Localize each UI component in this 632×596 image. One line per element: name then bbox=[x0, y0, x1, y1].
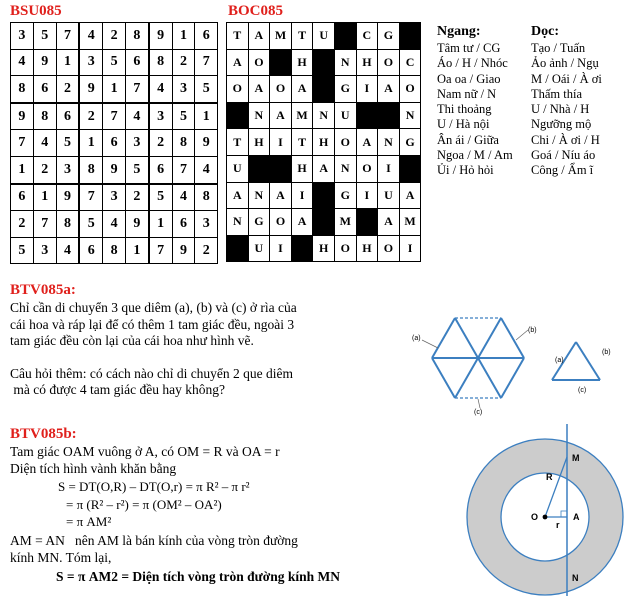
crossword-cell: O bbox=[356, 155, 378, 182]
crossword-title: BOC085 bbox=[228, 3, 284, 19]
sudoku-cell: 7 bbox=[79, 184, 102, 211]
btv-a-line: tam giác đều còn lại của cái hoa như hình vẽ. bbox=[10, 333, 254, 348]
crossword-cell: N bbox=[227, 209, 249, 236]
crossword-cell: N bbox=[399, 102, 421, 129]
across-clue: Ủi / Hỏ hỏi bbox=[437, 163, 494, 178]
crossword-black-cell bbox=[378, 102, 400, 129]
label-M: M bbox=[572, 453, 580, 463]
final-result: S = π AM2 = Diện tích vòng tròn đường kính MN bbox=[56, 569, 341, 584]
crossword-cell: I bbox=[291, 182, 313, 209]
crossword-black-cell bbox=[356, 102, 378, 129]
crossword-black-cell bbox=[313, 182, 335, 209]
conclusion-line: kính MN. Tóm lại, bbox=[10, 549, 112, 565]
crossword-black-cell bbox=[313, 209, 335, 236]
crossword-cell: N bbox=[248, 182, 270, 209]
sudoku-cell: 7 bbox=[125, 76, 148, 103]
crossword-cell: A bbox=[248, 23, 270, 50]
sudoku-cell: 2 bbox=[149, 130, 172, 157]
sudoku-cell: 2 bbox=[125, 184, 148, 211]
sudoku-cell: 6 bbox=[103, 130, 126, 157]
sudoku-cell: 4 bbox=[103, 211, 126, 238]
sudoku-cell: 7 bbox=[172, 156, 195, 183]
crossword-cell: U bbox=[334, 102, 356, 129]
label-c-small: (c) bbox=[578, 387, 587, 394]
across-clue: Tâm tư / CG bbox=[437, 41, 501, 55]
crossword-black-cell bbox=[313, 76, 335, 103]
sudoku-cell: 7 bbox=[11, 130, 34, 157]
sudoku-cell: 2 bbox=[11, 211, 34, 238]
across-clue: Nam nữ / N bbox=[437, 86, 497, 101]
crossword-cell: M bbox=[270, 23, 292, 50]
sudoku-cell: 1 bbox=[125, 237, 148, 264]
crossword-black-cell bbox=[248, 155, 270, 182]
down-title: Dọc: bbox=[531, 24, 559, 39]
crossword-cell: M bbox=[399, 209, 421, 236]
crossword-cell: G bbox=[334, 76, 356, 103]
crossword-cell: T bbox=[227, 23, 249, 50]
crossword-black-cell bbox=[270, 155, 292, 182]
down-clue: Ảo ảnh / Ngụ bbox=[531, 56, 599, 71]
crossword-cell: O bbox=[248, 49, 270, 76]
crossword-cell: A bbox=[227, 182, 249, 209]
sudoku-cell: 2 bbox=[56, 76, 79, 103]
crossword-cell: H bbox=[356, 49, 378, 76]
crossword-cell: A bbox=[378, 76, 400, 103]
crossword-cell: H bbox=[248, 129, 270, 156]
sudoku-cell: 1 bbox=[11, 156, 34, 183]
crossword-cell: C bbox=[399, 49, 421, 76]
btv-b-title: BTV085b: bbox=[10, 426, 77, 442]
crossword-cell: N bbox=[334, 155, 356, 182]
matchstick-diagram bbox=[400, 300, 632, 430]
down-clue-list bbox=[531, 41, 629, 179]
sudoku-cell: 8 bbox=[56, 211, 79, 238]
sudoku-cell: 4 bbox=[79, 23, 102, 50]
sudoku-cell: 2 bbox=[103, 23, 126, 50]
across-clue: U / Hà nội bbox=[437, 117, 490, 132]
sudoku-cell: 2 bbox=[172, 49, 195, 76]
across-clue: Ngoa / M / Am bbox=[437, 148, 513, 163]
sudoku-cell: 7 bbox=[149, 237, 172, 264]
crossword-cell: N bbox=[313, 102, 335, 129]
sudoku-cell: 8 bbox=[33, 103, 56, 130]
crossword-black-cell bbox=[227, 235, 249, 262]
crossword-black-cell bbox=[313, 49, 335, 76]
sudoku-cell: 9 bbox=[79, 76, 102, 103]
sudoku-cell: 5 bbox=[172, 103, 195, 130]
crossword-cell: O bbox=[378, 235, 400, 262]
btv-a-line: Chỉ cần di chuyển 3 que diêm (a), (b) và (c) ở rìa của bbox=[10, 300, 297, 315]
crossword-cell: H bbox=[291, 155, 313, 182]
down-clue: U / Nhà / H bbox=[531, 102, 590, 117]
label-b-small: (b) bbox=[602, 349, 611, 356]
down-clue: Chi / À ơi / H bbox=[531, 132, 600, 147]
sudoku-cell: 9 bbox=[11, 103, 34, 130]
sudoku-cell: 1 bbox=[79, 130, 102, 157]
across-clue: Oa oa / Giao bbox=[437, 71, 501, 86]
sudoku-cell: 9 bbox=[56, 184, 79, 211]
across-clue: Áo / H / Nhóc bbox=[437, 56, 508, 71]
crossword-cell: A bbox=[270, 102, 292, 129]
sudoku-cell: 4 bbox=[11, 49, 34, 76]
sudoku-cell: 8 bbox=[125, 23, 148, 50]
sudoku-cell: 6 bbox=[195, 23, 218, 50]
conclusion-line: AM = AN nên AM là bán kính của vòng tròn đường bbox=[10, 533, 298, 548]
crossword-cell: A bbox=[227, 49, 249, 76]
crossword-cell: A bbox=[356, 129, 378, 156]
crossword-black-cell bbox=[399, 23, 421, 50]
crossword-cell: A bbox=[313, 155, 335, 182]
sudoku-cell: 7 bbox=[56, 23, 79, 50]
crossword-cell: N bbox=[248, 102, 270, 129]
sudoku-cell: 9 bbox=[33, 49, 56, 76]
across-clue: Ân ái / Giữa bbox=[437, 132, 499, 147]
down-clue: Tạo / Tuấn bbox=[531, 41, 586, 55]
crossword-cell: O bbox=[334, 129, 356, 156]
sudoku-cell: 6 bbox=[172, 211, 195, 238]
btv-a-text bbox=[10, 300, 410, 399]
sudoku-cell: 1 bbox=[33, 184, 56, 211]
crossword-cell: H bbox=[291, 49, 313, 76]
crossword-cell: I bbox=[378, 155, 400, 182]
sudoku-grid bbox=[10, 22, 218, 264]
btv-b-line: Tam giác OAM vuông ở A, có OM = R và OA = r bbox=[10, 444, 280, 459]
sudoku-cell: 9 bbox=[125, 211, 148, 238]
crossword-cell: G bbox=[334, 182, 356, 209]
btv-b-conclusion bbox=[10, 533, 420, 566]
sudoku-cell: 1 bbox=[172, 23, 195, 50]
crossword-cell: A bbox=[291, 209, 313, 236]
crossword-cell: A bbox=[270, 182, 292, 209]
label-A: A bbox=[573, 512, 580, 522]
sudoku-cell: 3 bbox=[125, 130, 148, 157]
crossword-cell: I bbox=[270, 129, 292, 156]
sudoku-cell: 6 bbox=[149, 156, 172, 183]
label-R: R bbox=[546, 472, 553, 482]
sudoku-cell: 4 bbox=[125, 103, 148, 130]
crossword-cell: O bbox=[378, 49, 400, 76]
crossword-cell: A bbox=[399, 182, 421, 209]
formula-line: = π AM² bbox=[66, 514, 112, 529]
btv-a-line: cái hoa và ráp lại để có thêm 1 tam giác đều, ngoài 3 bbox=[10, 316, 295, 332]
crossword-cell: O bbox=[270, 76, 292, 103]
crossword-cell: G bbox=[399, 129, 421, 156]
across-title: Ngang: bbox=[437, 24, 481, 39]
sudoku-cell: 2 bbox=[195, 237, 218, 264]
crossword-cell: A bbox=[248, 76, 270, 103]
sudoku-cell: 6 bbox=[79, 237, 102, 264]
sudoku-cell: 9 bbox=[103, 156, 126, 183]
sudoku-cell: 8 bbox=[172, 130, 195, 157]
crossword-cell: M bbox=[291, 102, 313, 129]
sudoku-cell: 2 bbox=[79, 103, 102, 130]
crossword-black-cell bbox=[399, 155, 421, 182]
sudoku-cell: 5 bbox=[56, 130, 79, 157]
sudoku-cell: 2 bbox=[33, 156, 56, 183]
sudoku-cell: 4 bbox=[56, 237, 79, 264]
sudoku-cell: 8 bbox=[103, 237, 126, 264]
label-a-small: (a) bbox=[555, 357, 564, 364]
crossword-cell: H bbox=[356, 235, 378, 262]
crossword-cell: M bbox=[334, 209, 356, 236]
sudoku-cell: 5 bbox=[11, 237, 34, 264]
crossword-black-cell bbox=[291, 235, 313, 262]
down-clue: Ngưỡng mộ bbox=[531, 117, 592, 132]
crossword-cell: G bbox=[378, 23, 400, 50]
crossword-black-cell bbox=[334, 23, 356, 50]
sudoku-cell: 4 bbox=[195, 156, 218, 183]
label-c: (c) bbox=[474, 409, 483, 416]
crossword-cell: U bbox=[313, 23, 335, 50]
label-N: N bbox=[572, 573, 579, 583]
label-r: r bbox=[556, 520, 560, 530]
down-clue: Công / Ẩm ĩ bbox=[531, 163, 594, 178]
crossword-cell: I bbox=[399, 235, 421, 262]
sudoku-cell: 4 bbox=[172, 184, 195, 211]
down-clue: M / Oái / À ơi bbox=[531, 71, 602, 86]
sudoku-cell: 3 bbox=[103, 184, 126, 211]
sudoku-cell: 3 bbox=[56, 156, 79, 183]
sudoku-cell: 9 bbox=[172, 237, 195, 264]
sudoku-cell: 8 bbox=[195, 184, 218, 211]
sudoku-cell: 5 bbox=[79, 211, 102, 238]
crossword-black-cell bbox=[270, 49, 292, 76]
crossword-cell: U bbox=[227, 155, 249, 182]
sudoku-cell: 4 bbox=[33, 130, 56, 157]
sudoku-cell: 3 bbox=[79, 49, 102, 76]
sudoku-cell: 3 bbox=[172, 76, 195, 103]
crossword-cell: T bbox=[227, 129, 249, 156]
sudoku-cell: 1 bbox=[103, 76, 126, 103]
crossword-black-cell bbox=[356, 209, 378, 236]
crossword-cell: H bbox=[313, 235, 335, 262]
crossword-cell: A bbox=[378, 209, 400, 236]
crossword-cell: I bbox=[356, 182, 378, 209]
crossword-cell: I bbox=[356, 76, 378, 103]
sudoku-cell: 3 bbox=[33, 237, 56, 264]
sudoku-cell: 5 bbox=[33, 23, 56, 50]
label-O: O bbox=[531, 512, 539, 522]
sudoku-cell: 3 bbox=[195, 211, 218, 238]
annulus-diagram bbox=[452, 424, 632, 596]
sudoku-cell: 6 bbox=[11, 184, 34, 211]
formula-line: S = DT(O,R) – DT(O,r) = π R² – π r² bbox=[58, 479, 250, 494]
crossword-black-cell bbox=[227, 102, 249, 129]
sudoku-cell: 9 bbox=[149, 23, 172, 50]
sudoku-cell: 1 bbox=[149, 211, 172, 238]
sudoku-cell: 7 bbox=[33, 211, 56, 238]
label-a: (a) bbox=[412, 335, 421, 342]
crossword-grid bbox=[226, 22, 421, 262]
sudoku-cell: 5 bbox=[195, 76, 218, 103]
crossword-cell: T bbox=[291, 129, 313, 156]
crossword-cell: O bbox=[334, 235, 356, 262]
sudoku-cell: 6 bbox=[33, 76, 56, 103]
sudoku-cell: 9 bbox=[195, 130, 218, 157]
sudoku-title: BSU085 bbox=[10, 3, 62, 19]
crossword-cell: N bbox=[334, 49, 356, 76]
sudoku-cell: 4 bbox=[149, 76, 172, 103]
sudoku-cell: 6 bbox=[56, 103, 79, 130]
down-clue: Thấm thía bbox=[531, 86, 583, 101]
sudoku-cell: 3 bbox=[11, 23, 34, 50]
crossword-cell: H bbox=[313, 129, 335, 156]
sudoku-cell: 3 bbox=[149, 103, 172, 130]
sudoku-cell: 1 bbox=[195, 103, 218, 130]
sudoku-cell: 5 bbox=[103, 49, 126, 76]
across-clue: Thi thoảng bbox=[437, 102, 492, 117]
label-b: (b) bbox=[528, 327, 537, 334]
sudoku-cell: 8 bbox=[11, 76, 34, 103]
formula-line: = π (R² – r²) = π (OM² – OA²) bbox=[66, 497, 222, 512]
sudoku-cell: 6 bbox=[125, 49, 148, 76]
sudoku-cell: 7 bbox=[103, 103, 126, 130]
sudoku-cell: 5 bbox=[125, 156, 148, 183]
crossword-cell: G bbox=[248, 209, 270, 236]
crossword-cell: I bbox=[270, 235, 292, 262]
down-clue: Goá / Níu áo bbox=[531, 148, 596, 163]
btv-b-text bbox=[10, 444, 420, 477]
across-clue-list bbox=[437, 41, 532, 179]
crossword-cell: O bbox=[227, 76, 249, 103]
sudoku-cell: 7 bbox=[195, 49, 218, 76]
btv-a-question: mà có được 4 tam giác đều hay không? bbox=[10, 382, 226, 397]
btv-b-line: Diện tích hình vành khăn bằng bbox=[10, 460, 177, 476]
crossword-cell: U bbox=[248, 235, 270, 262]
btv-a-title: BTV085a: bbox=[10, 282, 76, 298]
crossword-cell: U bbox=[378, 182, 400, 209]
crossword-cell: C bbox=[356, 23, 378, 50]
crossword-cell: A bbox=[291, 76, 313, 103]
btv-a-question: Câu hỏi thêm: có cách nào chỉ di chuyển 2 que diêm bbox=[10, 365, 294, 381]
sudoku-cell: 5 bbox=[149, 184, 172, 211]
crossword-cell: N bbox=[378, 129, 400, 156]
sudoku-cell: 8 bbox=[149, 49, 172, 76]
crossword-cell: T bbox=[291, 23, 313, 50]
sudoku-cell: 1 bbox=[56, 49, 79, 76]
crossword-cell: O bbox=[270, 209, 292, 236]
crossword-cell: O bbox=[399, 76, 421, 103]
sudoku-cell: 8 bbox=[79, 156, 102, 183]
